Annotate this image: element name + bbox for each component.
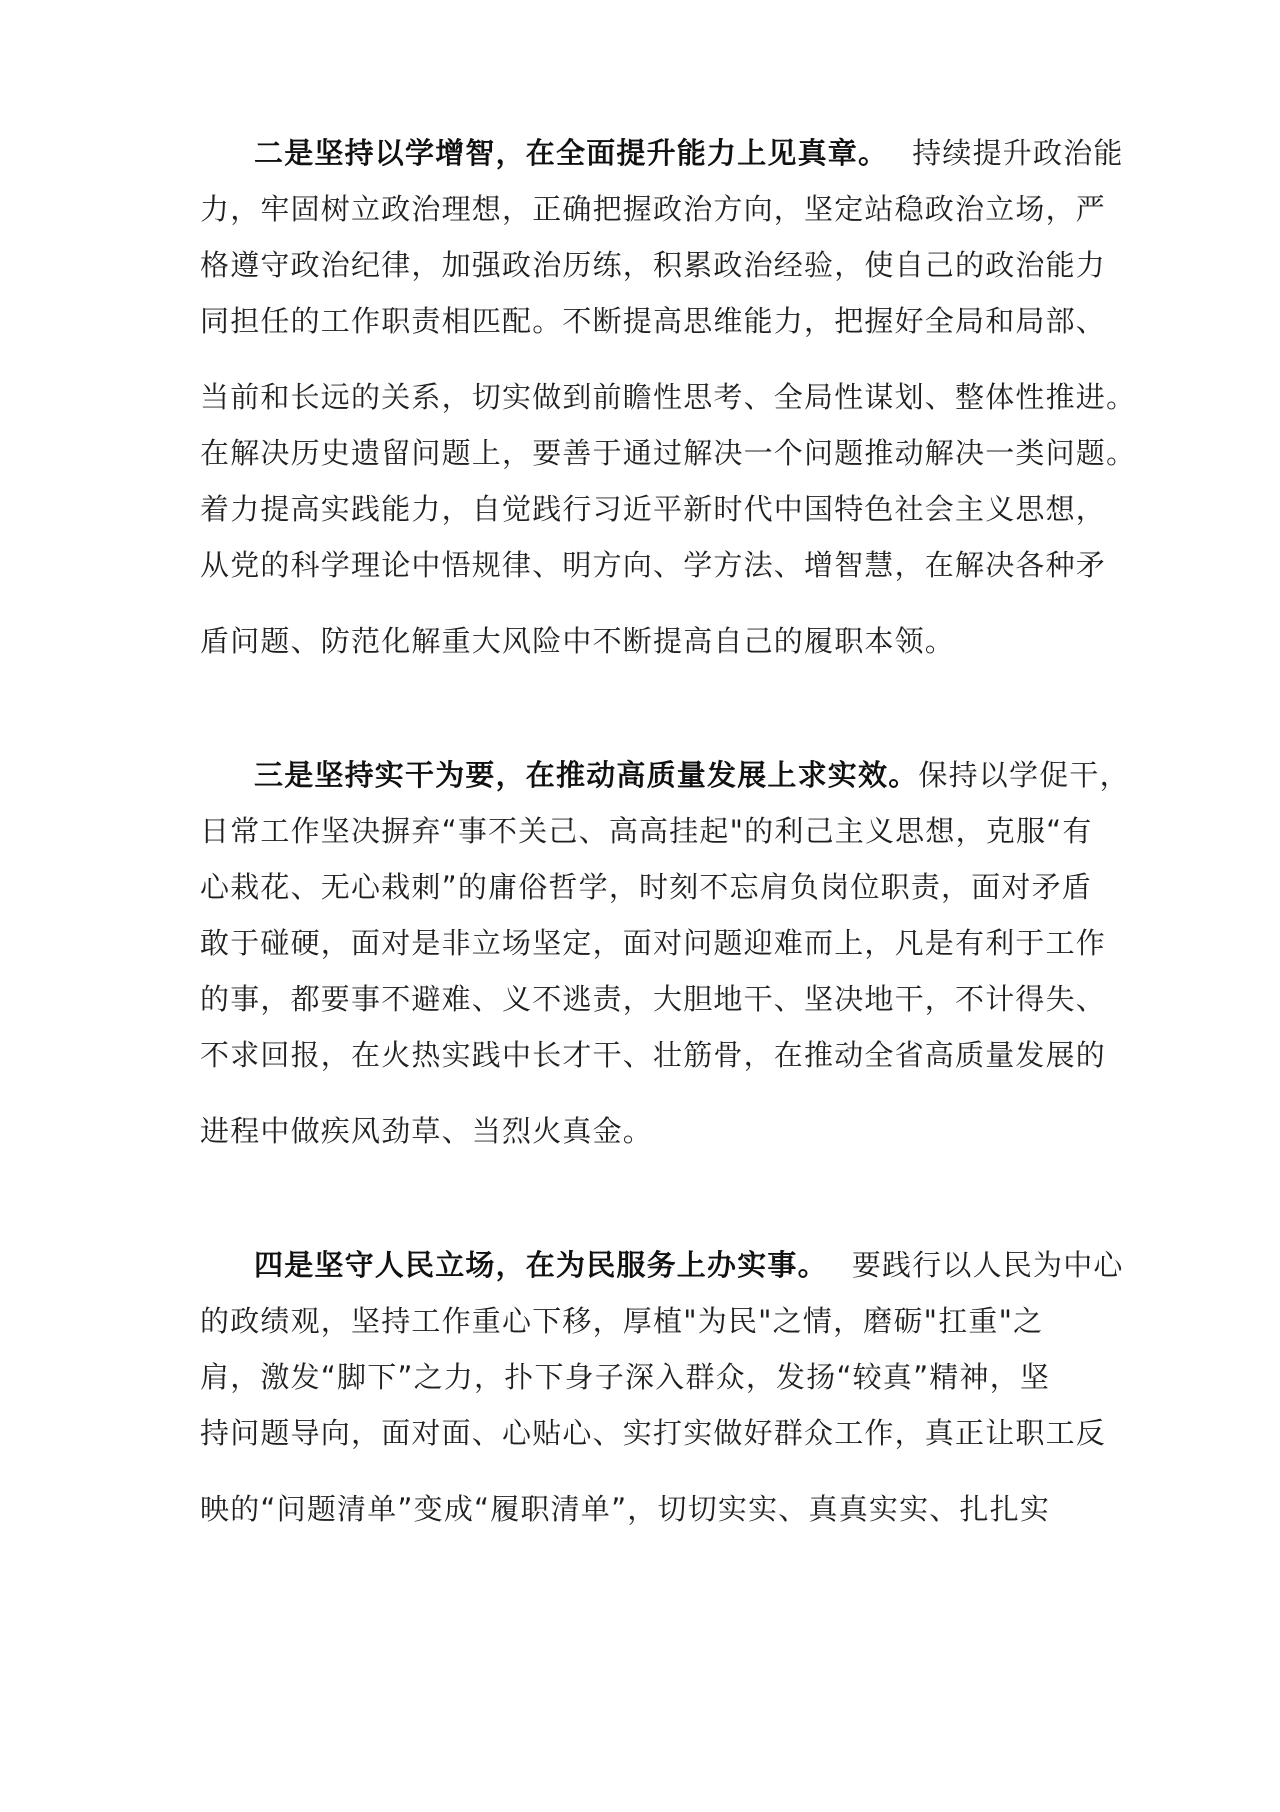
paragraph-line: 格遵守政治纪律，加强政治历练，积累政治经验，使自己的政治能力 bbox=[200, 248, 1107, 282]
paragraph-line: 的政绩观，坚持工作重心下移，厚植"为民"之情，磨砺"扛重"之 bbox=[200, 1304, 1044, 1338]
paragraph-line: 同担任的工作职责相匹配。不断提高思维能力，把握好全局和局部、 bbox=[200, 304, 1107, 338]
paragraph-first-line bbox=[254, 1248, 1124, 1282]
paragraph-line: 映的“问题清单”变成“履职清单”，切切实实、真真实实、扎扎实 bbox=[200, 1492, 1051, 1526]
paragraph-first-line bbox=[254, 136, 1124, 170]
paragraph-line: 敢于碰硬，面对是非立场坚定，面对问题迎难而上，凡是有利于工作 bbox=[200, 926, 1107, 960]
paragraph-line: 力，牢固树立政治理想，正确把握政治方向，坚定站稳政治立场，严 bbox=[200, 192, 1107, 226]
paragraph-line: 心栽花、无心栽刺”的庸俗哲学，时刻不忘肩负岗位职责，面对矛盾 bbox=[200, 870, 1093, 904]
paragraph-line: 着力提高实践能力，自觉践行习近平新时代中国特色社会主义思想， bbox=[200, 492, 1107, 526]
paragraph-line: 肩，激发“脚下”之力，扑下身子深入群众，发扬“较真”精神，坚 bbox=[200, 1360, 1051, 1394]
paragraph-text: 保持以学促干， bbox=[918, 758, 1130, 792]
paragraph-lead-heading: 三是坚持实干为要，在推动高质量发展上求实效。 bbox=[254, 758, 919, 792]
paragraph-line: 在解决历史遗留问题上，要善于通过解决一个问题推动解决一类问题。 bbox=[200, 436, 1137, 470]
paragraph-line: 不求回报，在火热实践中长才干、壮筋骨，在推动全省高质量发展的 bbox=[200, 1038, 1107, 1072]
paragraph-line: 盾问题、防范化解重大风险中不断提高自己的履职本领。 bbox=[200, 624, 956, 658]
paragraph-text: 持续提升政治能 bbox=[912, 136, 1124, 170]
paragraph-line: 日常工作坚决摒弃“事不关己、高高挂起"的利己主义思想，克服“有 bbox=[200, 814, 1093, 848]
paragraph-line: 从党的科学理论中悟规律、明方向、学方法、增智慧，在解决各种矛 bbox=[200, 548, 1107, 582]
paragraph-line: 进程中做疾风劲草、当烈火真金。 bbox=[200, 1114, 654, 1148]
paragraph-line: 持问题导向，面对面、心贴心、实打实做好群众工作，真正让职工反 bbox=[200, 1416, 1107, 1450]
paragraph-line: 当前和长远的关系，切实做到前瞻性思考、全局性谋划、整体性推进。 bbox=[200, 380, 1137, 414]
paragraph-text: 要践行以人民为中心 bbox=[851, 1248, 1124, 1282]
paragraph-lead-heading: 四是坚守人民立场，在为民服务上办实事。 bbox=[254, 1248, 828, 1282]
paragraph-lead-heading: 二是坚持以学增智，在全面提升能力上见真章。 bbox=[254, 136, 889, 170]
paragraph-line: 的事，都要事不避难、义不逃责，大胆地干、坚决地干，不计得失、 bbox=[200, 982, 1107, 1016]
paragraph-first-line bbox=[254, 758, 1130, 792]
